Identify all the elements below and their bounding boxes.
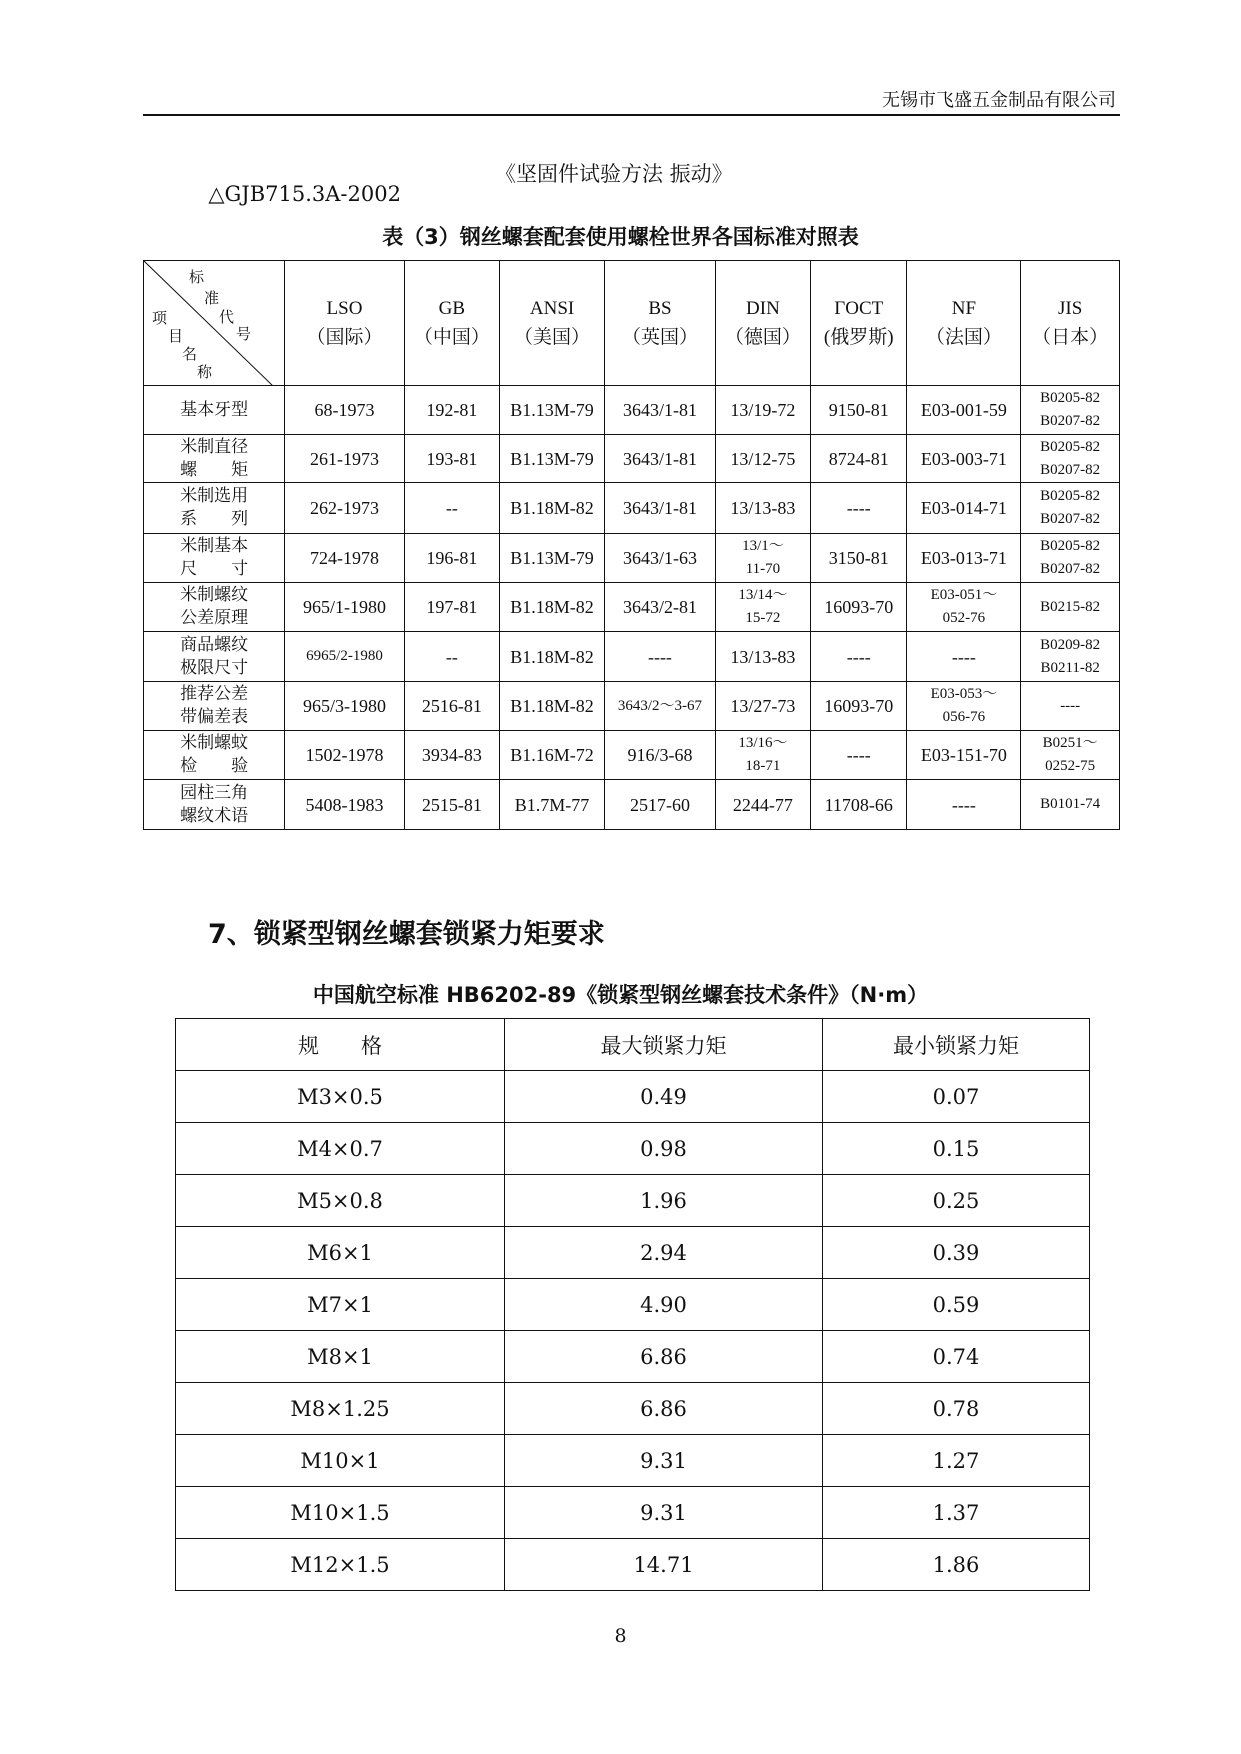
table3-cell: 3643/1-81 — [605, 435, 716, 483]
table4-row — [176, 1123, 1090, 1175]
row-label-line: 商品螺纹 — [180, 634, 249, 655]
row-label-line: 尺 寸 — [180, 559, 249, 579]
table4-cell: 0.59 — [823, 1279, 1090, 1331]
table4-cell: 9.31 — [505, 1487, 823, 1539]
table4-row — [176, 1071, 1090, 1123]
table3-row — [144, 386, 1120, 435]
standard-reference-line — [195, 158, 733, 230]
table3-cell: ---- — [907, 780, 1021, 830]
table3-cell: 2244-77 — [715, 780, 810, 830]
table3-cell: ---- — [811, 483, 907, 534]
table3-cell: E03-013-71 — [907, 534, 1021, 583]
corner-char: 号 — [236, 325, 252, 343]
table4-cell: 14.71 — [505, 1539, 823, 1591]
table4-cell: 0.39 — [823, 1227, 1090, 1279]
table3-row-label — [144, 483, 285, 534]
row-label-line: 基本牙型 — [180, 399, 249, 420]
table3-row-label — [144, 534, 285, 583]
corner-char: 准 — [204, 289, 220, 307]
table4-caption: 中国航空标准 HB6202-89《锁紧型钢丝螺套技术条件》（N·m） — [312, 983, 929, 1007]
table3-cell: E03-001-59 — [907, 386, 1021, 435]
standards-comparison-table — [143, 260, 1120, 830]
table4-cell: M4×0.7 — [176, 1123, 505, 1175]
row-label-line: 螺 矩 — [180, 459, 249, 480]
table4-cell: 0.74 — [823, 1331, 1090, 1383]
column-code: NF — [951, 298, 977, 319]
table3-cell: 5408-1983 — [285, 780, 404, 830]
table3-header-row — [144, 261, 1120, 386]
table4-header-row — [176, 1019, 1090, 1071]
table3-cell: ---- — [811, 632, 907, 682]
table3-cell: E03-003-71 — [907, 435, 1021, 483]
table4-cell: 0.25 — [823, 1175, 1090, 1227]
row-label-line: 米制基本 — [180, 536, 249, 556]
column-country: （日本） — [1032, 327, 1109, 348]
table3-col-header — [285, 261, 404, 386]
table4-row — [176, 1539, 1090, 1591]
row-label-line: 米制螺纹 — [180, 585, 249, 605]
table3-cell: B1.18M-82 — [499, 632, 604, 682]
table3-cell: 8724-81 — [811, 435, 907, 483]
locking-torque-table — [175, 1018, 1090, 1591]
table3-cell: 16093-70 — [811, 682, 907, 731]
table4-cell: M3×0.5 — [176, 1071, 505, 1123]
table3-col-header — [811, 261, 907, 386]
table3-cell: B1.18M-82 — [499, 682, 604, 731]
table4-row — [176, 1279, 1090, 1331]
table3-cell: 197-81 — [404, 583, 499, 632]
table4-row — [176, 1435, 1090, 1487]
table3-cell: 3643/1-63 — [605, 534, 716, 583]
table3-cell: 13/12-75 — [715, 435, 810, 483]
corner-char: 代 — [219, 308, 235, 326]
table3-cell: B0205-82 B0207-82 — [1021, 386, 1120, 435]
table4-col-header: 规 格 — [176, 1019, 505, 1071]
table4-col-header: 最小锁紧力矩 — [823, 1019, 1090, 1071]
table3-cell: 3643/2～3-67 — [605, 682, 716, 731]
table3-cell: E03-014-71 — [907, 483, 1021, 534]
table3-row — [144, 435, 1120, 483]
table3-cell: 196-81 — [404, 534, 499, 583]
table3-cell: B0205-82 B0207-82 — [1021, 435, 1120, 483]
table3-cell: 13/13-83 — [715, 483, 810, 534]
table3-cell: ---- — [1021, 682, 1120, 731]
table3-cell: 13/13-83 — [715, 632, 810, 682]
table4-cell: 6.86 — [505, 1383, 823, 1435]
table3-cell: B1.16M-72 — [499, 731, 604, 780]
table4-cell: 9.31 — [505, 1435, 823, 1487]
table3-cell: ---- — [605, 632, 716, 682]
table3-row-label — [144, 780, 285, 830]
column-code: GB — [438, 298, 466, 319]
table4-col-header: 最大锁紧力矩 — [505, 1019, 823, 1071]
column-country: （国际） — [306, 327, 383, 348]
table3-cell: E03-051～ 052-76 — [907, 583, 1021, 632]
table3-cell: B0101-74 — [1021, 780, 1120, 830]
table4-cell: 1.37 — [823, 1487, 1090, 1539]
header-company-name: 无锡市飞盛五金制品有限公司 — [882, 90, 1116, 111]
table3-cell: 262-1973 — [285, 483, 404, 534]
table3-cell: 192-81 — [404, 386, 499, 435]
column-code: LSO — [326, 298, 363, 319]
page-number: 8 — [614, 1625, 627, 1647]
table3-cell: E03-151-70 — [907, 731, 1021, 780]
table4-cell: 1.96 — [505, 1175, 823, 1227]
table3-row — [144, 780, 1120, 830]
table4-cell: M12×1.5 — [176, 1539, 505, 1591]
table3-cell: 724-1978 — [285, 534, 404, 583]
table3-col-header — [715, 261, 810, 386]
table3-row — [144, 483, 1120, 534]
table4-cell: 0.07 — [823, 1071, 1090, 1123]
table4-cell: 1.27 — [823, 1435, 1090, 1487]
table3-cell: 965/3-1980 — [285, 682, 404, 731]
table3-cell: 13/14～ 15-72 — [715, 583, 810, 632]
table4-cell: M10×1.5 — [176, 1487, 505, 1539]
corner-char: 名 — [182, 345, 198, 363]
table3-cell: 2516-81 — [404, 682, 499, 731]
table3-col-header — [1021, 261, 1120, 386]
table3-row-label — [144, 583, 285, 632]
column-country: (俄罗斯) — [823, 327, 894, 348]
table3-cell: 16093-70 — [811, 583, 907, 632]
table4-row — [176, 1487, 1090, 1539]
table3-row — [144, 534, 1120, 583]
table3-row — [144, 583, 1120, 632]
column-country: （美国） — [514, 327, 591, 348]
table3-cell: B0209-82 B0211-82 — [1021, 632, 1120, 682]
table3-cell: 261-1973 — [285, 435, 404, 483]
table4-cell: 6.86 — [505, 1331, 823, 1383]
row-label-line: 园柱三角 — [180, 782, 249, 803]
table4-cell: 0.49 — [505, 1071, 823, 1123]
table3-row-label — [144, 731, 285, 780]
table3-cell: ---- — [811, 731, 907, 780]
table4-row — [176, 1383, 1090, 1435]
table4-cell: M6×1 — [176, 1227, 505, 1279]
table4-row — [176, 1227, 1090, 1279]
table4-cell: M10×1 — [176, 1435, 505, 1487]
table3-row-label — [144, 632, 285, 682]
column-country: （法国） — [925, 327, 1002, 348]
table3-col-header — [499, 261, 604, 386]
table3-row — [144, 731, 1120, 780]
table3-cell: ---- — [907, 632, 1021, 682]
table4-cell: M5×0.8 — [176, 1175, 505, 1227]
row-label-line: 系 列 — [180, 509, 249, 529]
table3-cell: 9150-81 — [811, 386, 907, 435]
table3-cell: B1.13M-79 — [499, 534, 604, 583]
table3-cell: 916/3-68 — [605, 731, 716, 780]
table3-col-header — [907, 261, 1021, 386]
table3-cell: 3150-81 — [811, 534, 907, 583]
row-label-line: 螺纹术语 — [180, 805, 249, 826]
standard-code: △GJB715.3A-2002 — [208, 182, 401, 206]
table3-cell: -- — [404, 632, 499, 682]
table3-cell: B0215-82 — [1021, 583, 1120, 632]
table4-cell: 4.90 — [505, 1279, 823, 1331]
table3-cell: B1.13M-79 — [499, 386, 604, 435]
table3-cell: -- — [404, 483, 499, 534]
section-7-heading: 7、锁紧型钢丝螺套锁紧力矩要求 — [208, 919, 605, 950]
table4-cell: 1.86 — [823, 1539, 1090, 1591]
table3-cell: 13/1～ 11-70 — [715, 534, 810, 583]
row-label-line: 米制选用 — [180, 486, 249, 506]
table3-cell: 3643/2-81 — [605, 583, 716, 632]
table3-cell: 11708-66 — [811, 780, 907, 830]
table3-cell: 13/19-72 — [715, 386, 810, 435]
column-code: BS — [648, 298, 672, 319]
table4-cell: M8×1 — [176, 1331, 505, 1383]
column-code: DIN — [746, 298, 780, 319]
table3-cell: 965/1-1980 — [285, 583, 404, 632]
corner-char: 目 — [168, 327, 184, 345]
table3-cell: 3934-83 — [404, 731, 499, 780]
table3-cell: B1.18M-82 — [499, 583, 604, 632]
table3-cell: 68-1973 — [285, 386, 404, 435]
column-country: （德国） — [724, 327, 801, 348]
table4-row — [176, 1175, 1090, 1227]
row-label-line: 公差原理 — [180, 608, 249, 628]
corner-char: 称 — [197, 363, 213, 381]
table4-cell: 0.78 — [823, 1383, 1090, 1435]
table3-cell: 2515-81 — [404, 780, 499, 830]
column-code: ANSI — [529, 298, 575, 319]
table3-row-label — [144, 435, 285, 483]
table4-row — [176, 1331, 1090, 1383]
table3-row-label — [144, 386, 285, 435]
table4-cell: M7×1 — [176, 1279, 505, 1331]
row-label-line: 带偏差表 — [180, 707, 249, 727]
row-label-line: 米制螺蚊 — [180, 733, 249, 753]
row-label-line: 极限尺寸 — [180, 657, 249, 678]
table3-col-header — [404, 261, 499, 386]
table3-cell: 13/16～ 18-71 — [715, 731, 810, 780]
table3-cell: 3643/1-81 — [605, 483, 716, 534]
corner-char: 标 — [189, 268, 205, 286]
table4-cell: 0.15 — [823, 1123, 1090, 1175]
table3-cell: B1.13M-79 — [499, 435, 604, 483]
table3-cell: B0205-82 B0207-82 — [1021, 534, 1120, 583]
table3-cell: B1.18M-82 — [499, 483, 604, 534]
table3-corner-cell — [144, 261, 285, 386]
table3-caption: 表（3）钢丝螺套配套使用螺栓世界各国标准对照表 — [382, 225, 859, 249]
table3-cell: E03-053～ 056-76 — [907, 682, 1021, 731]
table3-cell: 193-81 — [404, 435, 499, 483]
table3-cell: 3643/1-81 — [605, 386, 716, 435]
table3-row — [144, 632, 1120, 682]
table3-cell: B1.7M-77 — [499, 780, 604, 830]
table4-cell: 0.98 — [505, 1123, 823, 1175]
table3-row — [144, 682, 1120, 731]
table3-row-label — [144, 682, 285, 731]
header-divider — [143, 114, 1120, 116]
column-country: （英国） — [621, 327, 698, 348]
row-label-line: 推荐公差 — [180, 684, 249, 704]
standard-title: 《坚固件试验方法 振动》 — [495, 162, 733, 186]
table4-cell: M8×1.25 — [176, 1383, 505, 1435]
table3-cell: 1502-1978 — [285, 731, 404, 780]
column-code: JIS — [1058, 298, 1083, 319]
table3-cell: B0205-82 B0207-82 — [1021, 483, 1120, 534]
table3-cell: 13/27-73 — [715, 682, 810, 731]
corner-char: 项 — [152, 309, 168, 327]
table3-col-header — [605, 261, 716, 386]
table4-cell: 2.94 — [505, 1227, 823, 1279]
row-label-line: 检 验 — [180, 756, 249, 776]
column-country: （中国） — [413, 327, 490, 348]
row-label-line: 米制直径 — [180, 436, 249, 457]
table3-cell: B0251～ 0252-75 — [1021, 731, 1120, 780]
table3-cell: 2517-60 — [605, 780, 716, 830]
column-code: ГOCT — [834, 298, 884, 319]
table3-cell: 6965/2-1980 — [285, 632, 404, 682]
